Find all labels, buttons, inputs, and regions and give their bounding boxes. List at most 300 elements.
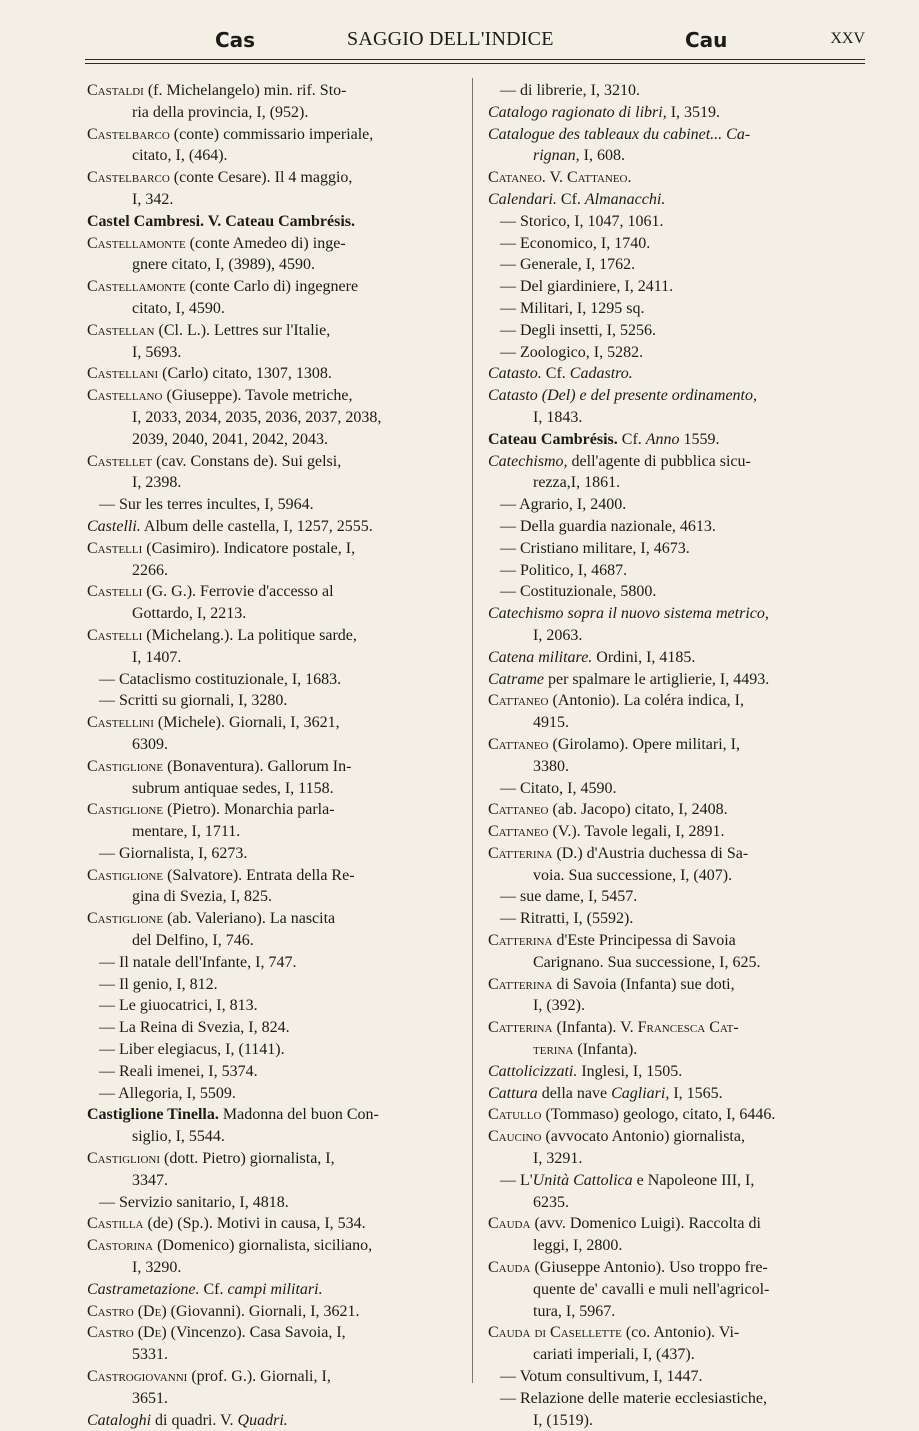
entry-first-line	[87, 363, 465, 385]
entry-first-line	[488, 603, 866, 625]
index-entry	[488, 189, 866, 211]
index-entry	[87, 865, 465, 909]
entry-first-line	[87, 124, 465, 146]
entry-continuation: gnere citato, I, (3989), 4590.	[132, 256, 316, 274]
index-entry	[87, 451, 465, 495]
entry-first-line	[488, 908, 866, 930]
entry-text: (Carlo) citato, 1307, 1308.	[158, 365, 332, 383]
entry-text: .	[627, 169, 632, 187]
entry-heading: Catalogo ragionato di libri,	[488, 103, 667, 121]
entry-heading: Castrametazione.	[87, 1280, 200, 1298]
entry-first-line	[488, 886, 866, 908]
index-entry	[488, 1322, 866, 1366]
entry-first-line	[488, 560, 866, 582]
entry-text: e Napoleone III, I,	[632, 1171, 755, 1189]
entry-continuation: I, 342.	[132, 190, 174, 208]
entry-heading: Castilla	[87, 1215, 144, 1233]
entry-first-line	[87, 843, 465, 865]
entry-first-line	[488, 690, 866, 712]
entry-text: (Giovanni). Giornali, I, 3621.	[166, 1302, 360, 1320]
entry-first-line	[87, 1279, 465, 1301]
index-entry	[87, 1192, 465, 1214]
entry-first-line	[488, 581, 866, 603]
entry-text: — sue dame, I, 5457.	[500, 888, 638, 906]
entry-first-line	[488, 1126, 866, 1148]
index-entry	[488, 1388, 866, 1431]
entry-text: di Savoia (Infanta) sue doti,	[552, 975, 735, 993]
entry-continuation: mentare, I, 1711.	[132, 823, 241, 841]
index-entry	[87, 80, 465, 124]
header-rule-top	[85, 59, 865, 60]
index-entry	[87, 974, 465, 996]
index-entry	[488, 516, 866, 538]
entry-crossref: Anno	[645, 430, 680, 448]
entry-text: (Casimiro). Indicatore postale, I,	[142, 539, 356, 557]
index-entry	[488, 167, 866, 189]
index-entry	[488, 276, 866, 298]
entry-text: — Ritratti, I, (5592).	[500, 910, 634, 928]
entry-text: I, 608.	[579, 147, 625, 165]
index-entry	[488, 1083, 866, 1105]
index-entry	[488, 908, 866, 930]
entry-continuation: 6235.	[533, 1193, 569, 1211]
entry-heading: Cattaneo	[488, 735, 549, 753]
entry-first-line	[488, 298, 866, 320]
entry-continuation: voia. Sua successione, I, (407).	[533, 866, 733, 884]
entry-first-line	[87, 756, 465, 778]
entry-heading: Cataneo	[488, 169, 542, 187]
entry-text: — Citato, I, 4590.	[500, 779, 617, 797]
index-entry	[87, 167, 465, 211]
index-entry	[87, 1061, 465, 1083]
entry-continuation: citato, I, 4590.	[132, 299, 225, 317]
entry-text: Cf.	[541, 365, 570, 383]
entry-text: di quadri. V.	[151, 1411, 238, 1429]
index-entry	[488, 1366, 866, 1388]
entry-text: (Giuseppe). Tavole metriche,	[162, 387, 353, 405]
entry-first-line	[488, 1388, 866, 1410]
index-entry	[87, 1083, 465, 1105]
entry-text: (avvocato Antonio) giornalista,	[541, 1128, 745, 1146]
entry-text: — Storico, I, 1047, 1061.	[500, 212, 664, 230]
index-entry	[87, 799, 465, 843]
entry-text: I, 1565.	[669, 1084, 723, 1102]
index-entry	[488, 669, 866, 691]
entry-heading: Castiglione	[87, 757, 164, 775]
entry-text: — Servizio sanitario, I, 4818.	[99, 1193, 289, 1211]
entry-heading: Catterina	[488, 844, 553, 862]
entry-continuation: citato, I, (464).	[132, 147, 228, 165]
entry-text: (conte Cesare). Il 4 maggio,	[169, 169, 353, 187]
index-entry	[87, 494, 465, 516]
entry-first-line	[488, 1322, 866, 1344]
index-entry	[488, 342, 866, 364]
entry-text: (Michelang.). La politique sarde,	[142, 626, 357, 644]
entry-first-line	[488, 320, 866, 342]
index-entry	[488, 538, 866, 560]
entry-text: (Domenico) giornalista, siciliano,	[153, 1237, 373, 1255]
entry-continuation: I, 3291.	[533, 1150, 583, 1168]
index-entry	[488, 886, 866, 908]
index-entry	[488, 1126, 866, 1170]
entry-text: — Il genio, I, 812.	[99, 975, 218, 993]
entry-heading: Cattaneo	[488, 823, 549, 841]
entry-continuation	[488, 1039, 866, 1061]
entry-text: (co. Antonio). Vi-	[621, 1324, 740, 1342]
entry-text: (conte Carlo di) ingegnere	[185, 278, 359, 296]
entry-text: Cf.	[199, 1280, 228, 1298]
entry-first-line	[87, 385, 465, 407]
entry-continuation: tura, I, 5967.	[533, 1302, 616, 1320]
entry-heading: Castellini	[87, 714, 154, 732]
entry-crossref: Cadastro.	[569, 365, 633, 383]
index-entry	[87, 1279, 465, 1301]
entry-first-line	[488, 734, 866, 756]
entry-heading: Castellamonte	[87, 234, 186, 252]
entry-heading: Cauda	[488, 1215, 531, 1233]
entry-text: — L'	[500, 1171, 533, 1189]
entry-first-line	[488, 233, 866, 255]
entry-first-line	[87, 865, 465, 887]
index-entry	[488, 734, 866, 778]
entry-text: Cf.	[617, 430, 646, 448]
left-column	[87, 80, 465, 1431]
entry-text: (cav. Constans de). Sui gelsi,	[152, 452, 342, 470]
entry-text: (Infanta).	[573, 1041, 638, 1059]
entry-text: (Tommaso) geologo, citato, I, 6446.	[541, 1106, 776, 1124]
index-entry	[87, 908, 465, 952]
index-entry	[488, 211, 866, 233]
entry-continuation: Carignano. Sua successione, I, 625.	[533, 953, 761, 971]
entry-continuation: I, 2063.	[533, 626, 583, 644]
entry-text: — Della guardia nazionale, 4613.	[500, 517, 716, 535]
index-entry	[87, 995, 465, 1017]
entry-text: — Scritti su giornali, I, 3280.	[99, 692, 288, 710]
entry-heading: Castorina	[87, 1237, 154, 1255]
entry-first-line	[87, 974, 465, 996]
entry-first-line	[488, 363, 866, 385]
index-entry	[488, 647, 866, 669]
entry-continuation: gina di Svezia, I, 825.	[132, 888, 272, 906]
index-entry	[488, 821, 866, 843]
entry-heading: Catechismo,	[488, 452, 568, 470]
entry-first-line	[87, 167, 465, 189]
index-entry	[488, 363, 866, 385]
entry-text: (conte Amedeo di) inge-	[185, 234, 346, 252]
index-entry	[87, 1213, 465, 1235]
index-entry	[488, 494, 866, 516]
entry-text: — Degli insetti, I, 5256.	[500, 321, 656, 339]
entry-text: — La Reina di Svezia, I, 824.	[99, 1019, 290, 1037]
header-title: SAGGIO DELL'INDICE	[347, 28, 554, 50]
entry-heading: Cauda	[488, 1259, 531, 1277]
entry-text: (ab. Valeriano). La nascita	[163, 910, 336, 928]
index-entry	[488, 690, 866, 734]
header-left-guide: Cas	[215, 28, 256, 52]
entry-text: Cf.	[556, 190, 585, 208]
entry-text: (D.) d'Austria duchessa di Sa-	[552, 844, 749, 862]
entry-continuation: subrum antiquae sedes, I, 1158.	[132, 779, 334, 797]
entry-first-line	[488, 778, 866, 800]
entry-continuation: siglio, I, 5544.	[132, 1128, 225, 1146]
entry-text: — Reali imenei, I, 5374.	[99, 1062, 258, 1080]
right-column	[488, 80, 866, 1431]
entry-text: — Il natale dell'Infante, I, 747.	[99, 953, 297, 971]
index-entry	[488, 385, 866, 429]
entry-heading: Castellet	[87, 452, 153, 470]
index-entry	[87, 516, 465, 538]
entry-first-line	[488, 1104, 866, 1126]
entry-text: d'Este Principessa di Savoia	[552, 932, 736, 950]
index-entry	[87, 690, 465, 712]
entry-first-line	[87, 1235, 465, 1257]
index-entry	[87, 712, 465, 756]
entry-first-line	[87, 1039, 465, 1061]
entry-first-line	[488, 647, 866, 669]
entry-first-line	[87, 1061, 465, 1083]
entry-continuation: I, (392).	[533, 997, 585, 1015]
entry-first-line	[87, 799, 465, 821]
entry-continuation: I, 1843.	[533, 408, 583, 426]
entry-text: (Antonio). La coléra indica, I,	[548, 692, 744, 710]
entry-continuation: del Delfino, I, 746.	[132, 932, 254, 950]
index-entry	[488, 233, 866, 255]
entry-first-line	[87, 625, 465, 647]
entry-first-line	[87, 1192, 465, 1214]
entry-heading: Catasto (Del) e del presente ordinamento,	[488, 387, 757, 405]
entry-heading: Castiglione	[87, 910, 164, 928]
entry-text: — Del giardiniere, I, 2411.	[500, 278, 674, 296]
entry-first-line	[488, 1017, 866, 1039]
index-entry	[488, 930, 866, 974]
entry-crossref: campi militari.	[227, 1280, 323, 1298]
entry-text: (avv. Domenico Luigi). Raccolta di	[530, 1215, 761, 1233]
entry-first-line	[87, 1148, 465, 1170]
entry-first-line	[488, 385, 866, 407]
entry-heading: Catullo	[488, 1106, 542, 1124]
entry-text: — Allegoria, I, 5509.	[99, 1084, 236, 1102]
index-entry	[87, 276, 465, 320]
entry-first-line	[488, 799, 866, 821]
index-entry	[488, 974, 866, 1018]
entry-first-line	[87, 1366, 465, 1388]
entry-crossref: Unità Cattolica	[532, 1171, 633, 1189]
entry-crossref: Cagliari,	[611, 1084, 670, 1102]
index-entry	[87, 1148, 465, 1192]
entry-continuation: leggi, I, 2800.	[533, 1237, 623, 1255]
entry-text: (Pietro). Monarchia parla-	[163, 801, 335, 819]
entry-first-line	[87, 712, 465, 734]
entry-heading: Catena militare.	[488, 648, 593, 666]
entry-first-line	[87, 952, 465, 974]
index-entry	[488, 581, 866, 603]
entry-text: (conte) commissario imperiale,	[169, 125, 374, 143]
entry-text: (prof. G.). Giornali, I,	[187, 1368, 331, 1386]
index-entry	[87, 538, 465, 582]
index-entry	[87, 211, 465, 233]
entry-heading: Cattura	[488, 1084, 538, 1102]
entry-continuation: 6309.	[132, 735, 168, 753]
entry-text: della nave	[537, 1084, 612, 1102]
entry-first-line	[488, 124, 866, 146]
entry-first-line	[488, 516, 866, 538]
entry-text: (Vincenzo). Casa Savoia, I,	[166, 1324, 346, 1342]
entry-first-line	[488, 1170, 866, 1192]
entry-heading: Cattaneo	[488, 801, 549, 819]
entry-text: (Girolamo). Opere militari, I,	[548, 735, 741, 753]
entry-text: (V.). Tavole legali, I, 2891.	[548, 823, 725, 841]
index-entry	[488, 320, 866, 342]
index-entry	[87, 669, 465, 691]
entry-first-line	[488, 669, 866, 691]
entry-continuation: I, 1407.	[132, 648, 182, 666]
index-entry	[488, 1257, 866, 1322]
entry-text: — Sur les terres incultes, I, 5964.	[99, 496, 314, 514]
entry-first-line	[488, 189, 866, 211]
entry-first-line	[87, 995, 465, 1017]
entry-first-line	[488, 821, 866, 843]
index-entry	[488, 603, 866, 647]
entry-text: dell'agente di pubblica sicu-	[567, 452, 751, 470]
entry-first-line	[488, 276, 866, 298]
entry-text: — Militari, I, 1295 sq.	[500, 299, 645, 317]
entry-heading: Castiglione	[87, 801, 164, 819]
entry-first-line	[488, 1257, 866, 1279]
entry-heading: Castelli	[87, 626, 143, 644]
entry-continuation: I, 3290.	[132, 1259, 182, 1277]
entry-heading: Catasto.	[488, 365, 542, 383]
index-entry	[87, 581, 465, 625]
entry-continuation: 5331.	[132, 1346, 168, 1364]
index-entry	[87, 1410, 465, 1431]
index-entry	[488, 124, 866, 168]
entry-continuation: quente de' cavalli e muli nell'agricol-	[533, 1280, 770, 1298]
entry-first-line	[87, 1322, 465, 1344]
entry-continuation: 3651.	[132, 1389, 168, 1407]
entry-heading: Castrogiovanni	[87, 1368, 188, 1386]
entry-first-line	[488, 102, 866, 124]
column-divider	[472, 78, 473, 1383]
entry-text: — Liber elegiacus, I, (1141).	[99, 1041, 285, 1059]
index-entry	[87, 843, 465, 865]
entry-continuation: rezza,I, 1861.	[533, 474, 621, 492]
entry-heading: Cattolicizzati.	[488, 1062, 578, 1080]
entry-heading: Castelbarco	[87, 125, 170, 143]
entry-crossref: Cattaneo	[567, 169, 628, 187]
entry-first-line	[87, 581, 465, 603]
entry-heading: Castelli	[87, 583, 143, 601]
entry-first-line	[87, 516, 465, 538]
entry-heading: Castelli.	[87, 517, 141, 535]
entry-first-line	[87, 669, 465, 691]
index-entry	[87, 124, 465, 168]
entry-text: . V.	[541, 169, 567, 187]
entry-text: (ab. Jacopo) citato, I, 2408.	[548, 801, 728, 819]
entry-first-line	[488, 342, 866, 364]
index-entry	[488, 451, 866, 495]
entry-text: (Michele). Giornali, I, 3621,	[153, 714, 340, 732]
entry-text: — Cristiano militare, I, 4673.	[500, 539, 690, 557]
index-entry	[488, 799, 866, 821]
index-entry	[87, 363, 465, 385]
entry-first-line	[87, 233, 465, 255]
index-entry	[488, 1213, 866, 1257]
entry-heading: Cateau Cambrésis.	[488, 430, 618, 448]
entry-heading: Cataloghi	[87, 1411, 152, 1429]
entry-first-line	[87, 1104, 465, 1126]
index-entry	[488, 1017, 866, 1061]
entry-text: (G. G.). Ferrovie d'accesso al	[142, 583, 334, 601]
index-entry	[488, 778, 866, 800]
entry-first-line	[87, 276, 465, 298]
index-entry	[488, 429, 866, 451]
entry-text: — Le giuocatrici, I, 813.	[99, 997, 258, 1015]
index-entry	[87, 1366, 465, 1410]
entry-first-line	[87, 451, 465, 473]
entry-crossref: Almanacchi.	[584, 190, 666, 208]
entry-heading: Castiglione	[87, 866, 164, 884]
entry-first-line	[488, 843, 866, 865]
entry-text: — Agrario, I, 2400.	[500, 496, 627, 514]
index-entry	[87, 1301, 465, 1323]
entry-text: Madonna del buon Con-	[218, 1106, 379, 1124]
entry-first-line	[488, 1061, 866, 1083]
index-entry	[87, 385, 465, 450]
entry-heading: Castelli	[87, 539, 143, 557]
entry-heading: Castro (De)	[87, 1324, 167, 1342]
entry-heading: Castellan	[87, 321, 155, 339]
entry-heading: Castellani	[87, 365, 159, 383]
index-entry	[87, 1322, 465, 1366]
entry-first-line	[87, 80, 465, 102]
entry-first-line	[87, 1083, 465, 1105]
index-entry	[488, 298, 866, 320]
entry-continuation: 4915.	[533, 714, 569, 732]
entry-continuation: 2266.	[132, 561, 168, 579]
entry-continuation: 3347.	[132, 1171, 168, 1189]
entry-crossref: Francesca Cat-	[637, 1019, 739, 1037]
entry-text: (Giuseppe Antonio). Uso troppo fre-	[530, 1259, 768, 1277]
entry-first-line	[87, 1017, 465, 1039]
entry-text: — Politico, I, 4687.	[500, 561, 628, 579]
entry-text: — Economico, I, 1740.	[500, 234, 651, 252]
entry-first-line	[488, 538, 866, 560]
entry-heading: Castellamonte	[87, 278, 186, 296]
entry-first-line	[488, 429, 866, 451]
index-entry	[87, 1235, 465, 1279]
entry-first-line	[87, 690, 465, 712]
entry-heading: Calendari.	[488, 190, 557, 208]
entry-heading: Cattaneo	[488, 692, 549, 710]
page-number: XXV	[830, 30, 865, 47]
entry-heading: Castaldi	[87, 82, 144, 99]
index-entry	[87, 1017, 465, 1039]
entry-heading: Catalogue des tableaux du cabinet... Ca-	[488, 125, 751, 143]
entry-first-line	[488, 930, 866, 952]
index-entry	[87, 320, 465, 364]
entry-continuation: I, 2033, 2034, 2035, 2036, 2037, 2038,	[132, 408, 382, 426]
entry-first-line	[488, 211, 866, 233]
entry-text: — Giornalista, I, 6273.	[99, 844, 248, 862]
entry-continuation: 2039, 2040, 2041, 2042, 2043.	[132, 430, 328, 448]
entry-first-line	[488, 254, 866, 276]
entry-heading: Catterina	[488, 932, 553, 950]
entry-text: Album delle castella, I, 1257, 2555.	[140, 517, 373, 535]
entry-text: (Infanta). V.	[552, 1019, 638, 1037]
entry-heading: Catechismo sopra il nuovo sistema metrico,	[488, 605, 769, 623]
entry-heading: Cauda di Casellette	[488, 1324, 622, 1342]
entry-heading: Catterina	[488, 1019, 553, 1037]
